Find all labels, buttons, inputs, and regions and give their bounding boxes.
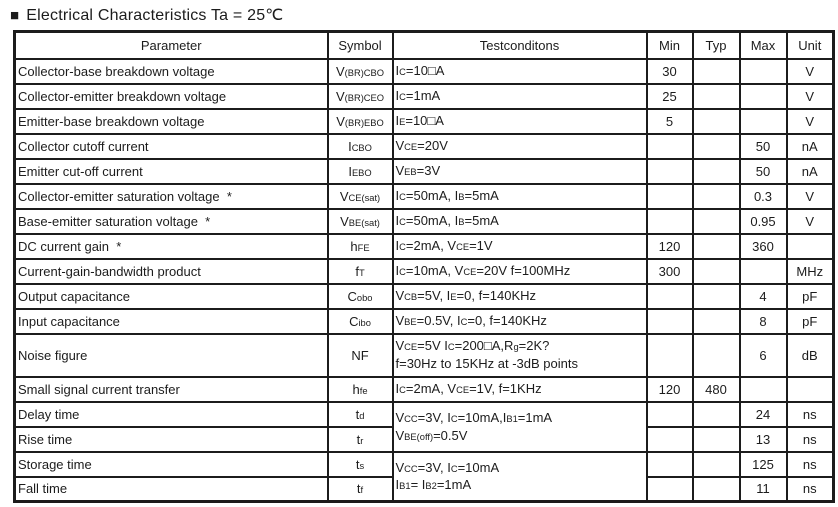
typ-cell [693,309,740,334]
parameter-cell: Collector-base breakdown voltage [15,59,328,84]
parameter-cell: Output capacitance [15,284,328,309]
parameter-cell: Rise time [15,427,328,452]
parameter-cell: Collector cutoff current [15,134,328,159]
parameter-cell: Fall time [15,477,328,502]
unit-cell: ns [787,452,834,477]
conditions-cell-merged [393,452,647,502]
table-row [15,402,834,427]
max-cell: 50 [740,134,787,159]
min-cell [647,209,693,234]
min-cell: 300 [647,259,693,284]
min-cell: 120 [647,234,693,259]
symbol-cell: fT [328,259,393,284]
typ-cell [693,259,740,284]
table-row [15,452,834,477]
unit-cell: nA [787,134,834,159]
table-row [15,159,834,184]
condition-line: VCC=3V, IC=10mA,IB1=1mA [395,409,553,425]
typ-cell [693,427,740,452]
parameter-cell: Delay time [15,402,328,427]
header-symbol: Symbol [328,32,393,59]
parameter-cell: Noise figure [15,334,328,377]
table-row [15,109,834,134]
max-cell [740,259,787,284]
conditions-cell: VEB=3V [393,159,647,184]
unit-cell [787,377,834,402]
symbol-cell: tf [328,477,393,502]
max-cell: 0.3 [740,184,787,209]
max-cell: 50 [740,159,787,184]
table-row [15,377,834,402]
symbol-cell: td [328,402,393,427]
min-cell [647,309,693,334]
conditions-cell: IC=10□A [393,59,647,84]
conditions-cell: VCE=20V [393,134,647,159]
conditions-cell [393,334,647,377]
table-row [15,334,834,377]
min-cell [647,134,693,159]
min-cell: 5 [647,109,693,134]
conditions-cell: IC=2mA, VCE=1V [393,234,647,259]
parameter-cell: Collector-emitter saturation voltage * [15,184,328,209]
max-cell: 0.95 [740,209,787,234]
typ-cell [693,109,740,134]
condition-line: VCC=3V, IC=10mA [395,459,500,475]
table-row [15,259,834,284]
unit-cell: V [787,209,834,234]
unit-cell: pF [787,284,834,309]
parameter-cell: DC current gain * [15,234,328,259]
conditions-cell: IC=50mA, IB=5mA [393,209,647,234]
conditions-cell: IE=10□A [393,109,647,134]
symbol-cell: Cibo [328,309,393,334]
max-cell [740,109,787,134]
header-max: Max [740,32,787,59]
symbol-cell: VBE(sat) [328,209,393,234]
conditions-cell: IC=10mA, VCE=20V f=100MHz [393,259,647,284]
conditions-cell: VBE=0.5V, IC=0, f=140KHz [393,309,647,334]
max-cell [740,377,787,402]
unit-cell: ns [787,427,834,452]
header-min: Min [647,32,693,59]
parameter-cell: Input capacitance [15,309,328,334]
unit-cell: dB [787,334,834,377]
electrical-characteristics-table [13,30,835,503]
min-cell [647,184,693,209]
min-cell [647,477,693,502]
conditions-cell-merged [393,402,647,452]
conditions-cell: IC=2mA, VCE=1V, f=1KHz [393,377,647,402]
conditions-cell: VCB=5V, IE=0, f=140KHz [393,284,647,309]
max-cell: 360 [740,234,787,259]
condition-line: VCE=5V IC=200□A,Rg=2K? [395,338,550,354]
symbol-cell: hFE [328,234,393,259]
symbol-cell: ICBO [328,134,393,159]
min-cell [647,402,693,427]
typ-cell [693,184,740,209]
symbol-cell: NF [328,334,393,377]
header-typ: Typ [693,32,740,59]
header-testconditions: Testconditons [393,32,647,59]
min-cell [647,284,693,309]
typ-cell [693,59,740,84]
typ-cell [693,84,740,109]
table-row [15,209,834,234]
table-row [15,59,834,84]
typ-cell: 480 [693,377,740,402]
symbol-cell: VCE(sat) [328,184,393,209]
symbol-cell: tr [328,427,393,452]
typ-cell [693,209,740,234]
parameter-cell: Emitter-base breakdown voltage [15,109,328,134]
conditions-cell: IC=1mA [393,84,647,109]
symbol-cell: Cobo [328,284,393,309]
parameter-cell: Collector-emitter breakdown voltage [15,84,328,109]
symbol-cell: ts [328,452,393,477]
min-cell [647,159,693,184]
max-cell: 11 [740,477,787,502]
table-row [15,284,834,309]
table-row [15,134,834,159]
section-bullet-icon: ■ [10,6,20,24]
unit-cell: V [787,184,834,209]
typ-cell [693,234,740,259]
condition-line: IB1= IB2=1mA [395,477,472,493]
parameter-cell: Emitter cut-off current [15,159,328,184]
symbol-cell: V(BR)CEO [328,84,393,109]
max-cell [740,59,787,84]
typ-cell [693,159,740,184]
typ-cell [693,477,740,502]
symbol-cell: V(BR)EBO [328,109,393,134]
unit-cell: pF [787,309,834,334]
min-cell: 120 [647,377,693,402]
unit-cell: MHz [787,259,834,284]
max-cell [740,84,787,109]
min-cell [647,427,693,452]
table-header-row [15,32,834,59]
typ-cell [693,284,740,309]
unit-cell: ns [787,402,834,427]
unit-cell: V [787,59,834,84]
max-cell: 125 [740,452,787,477]
parameter-cell: Base-emitter saturation voltage * [15,209,328,234]
parameter-cell: Current-gain-bandwidth product [15,259,328,284]
min-cell: 30 [647,59,693,84]
symbol-cell: hfe [328,377,393,402]
typ-cell [693,134,740,159]
unit-cell: nA [787,159,834,184]
unit-cell: V [787,84,834,109]
conditions-cell: IC=50mA, IB=5mA [393,184,647,209]
min-cell [647,452,693,477]
parameter-cell: Storage time [15,452,328,477]
condition-line: f=30Hz to 15KHz at -3dB points [395,356,578,371]
symbol-cell: V(BR)CBO [328,59,393,84]
min-cell [647,334,693,377]
symbol-cell: IEBO [328,159,393,184]
header-parameter: Parameter [15,32,328,59]
unit-cell [787,234,834,259]
max-cell: 8 [740,309,787,334]
table-row [15,234,834,259]
section-title-text: Electrical Characteristics Ta = 25℃ [26,7,284,24]
typ-cell [693,334,740,377]
max-cell: 24 [740,402,787,427]
min-cell: 25 [647,84,693,109]
header-unit: Unit [787,32,834,59]
section-title [10,5,283,25]
typ-cell [693,402,740,427]
unit-cell: ns [787,477,834,502]
condition-line: VBE(off)=0.5V [395,427,468,443]
max-cell: 13 [740,427,787,452]
unit-cell: V [787,109,834,134]
typ-cell [693,452,740,477]
max-cell: 6 [740,334,787,377]
parameter-cell: Small signal current transfer [15,377,328,402]
table-row [15,184,834,209]
max-cell: 4 [740,284,787,309]
table-row [15,309,834,334]
table-row [15,84,834,109]
